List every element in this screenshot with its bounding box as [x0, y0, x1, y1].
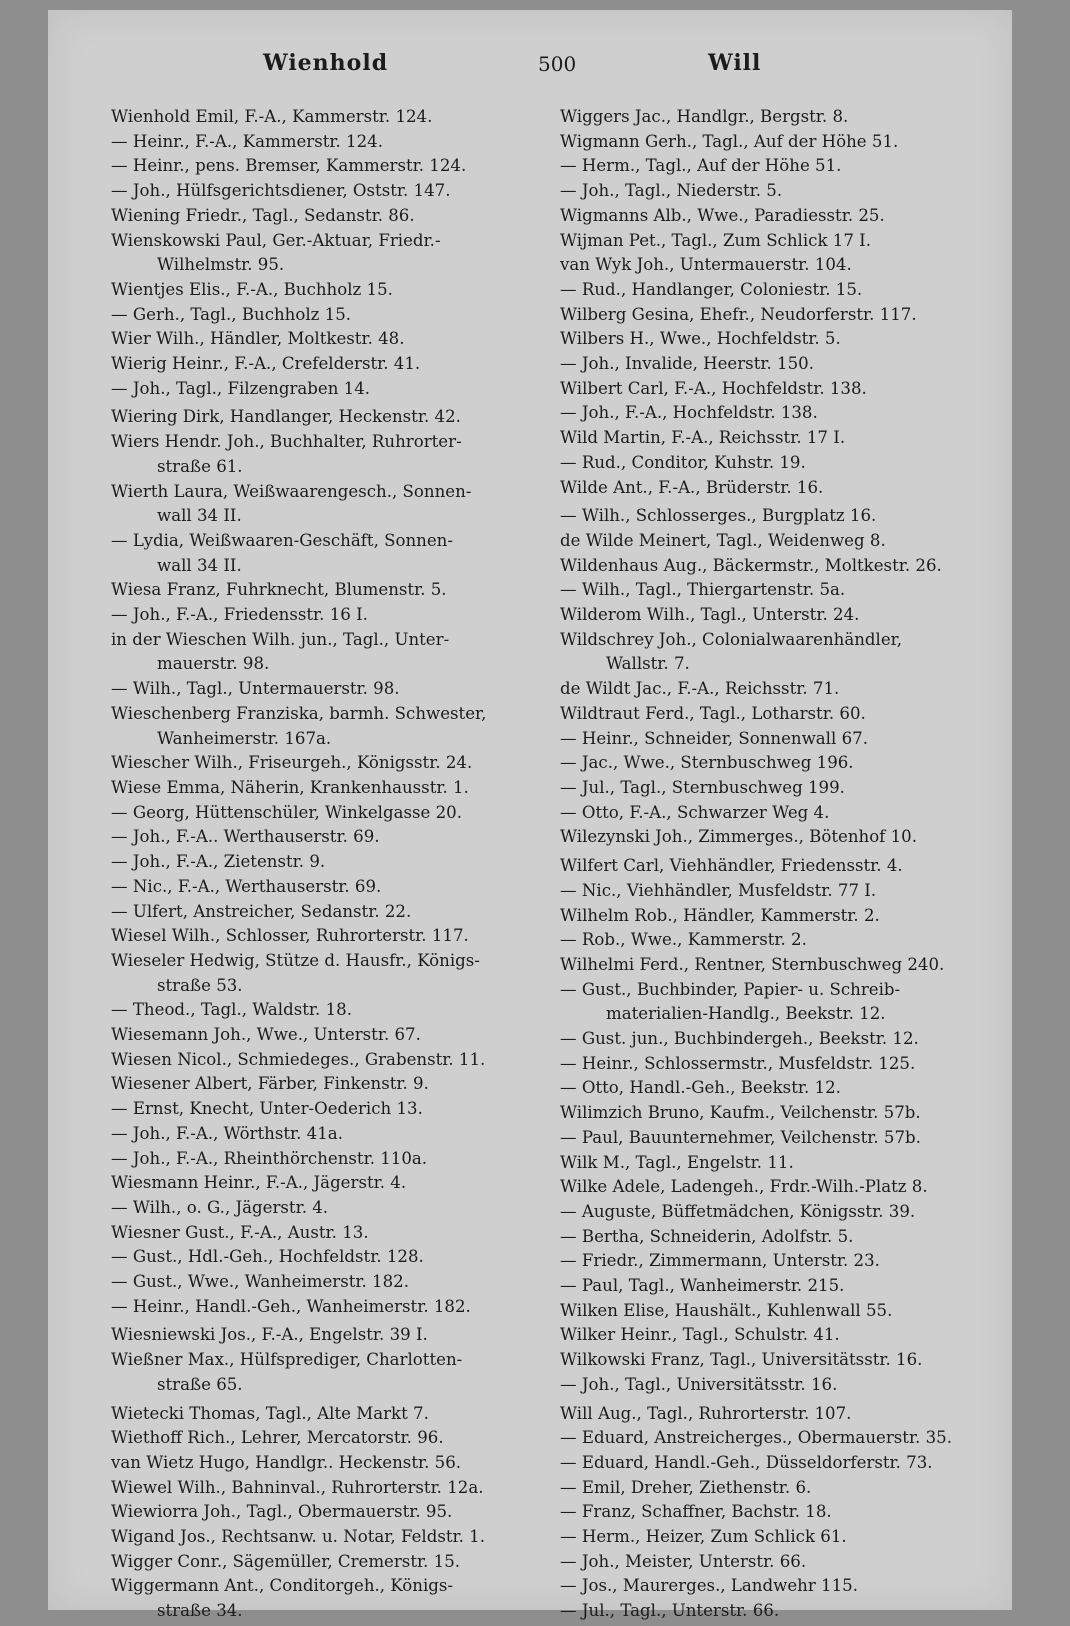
directory-entry: Wießner Max., Hülfsprediger, Charlotten-: [111, 1350, 463, 1370]
directory-entry: — Heinr., F.-A., Kammerstr. 124.: [111, 131, 384, 151]
directory-entry: — Rob., Wwe., Kammerstr. 2.: [560, 930, 807, 950]
directory-entry: Wiese Emma, Näherin, Krankenhausstr. 1.: [111, 777, 469, 797]
directory-entry: — Wilh., Tagl., Untermauerstr. 98.: [111, 679, 400, 699]
directory-entry: — Herm., Heizer, Zum Schlick 61.: [560, 1527, 847, 1547]
left-column: [111, 105, 531, 1624]
directory-entry: — Rud., Conditor, Kuhstr. 19.: [560, 452, 806, 472]
directory-entry: Wiesel Wilh., Schlosser, Ruhrorterstr. 117.: [111, 926, 469, 946]
directory-entry: Wigger Conr., Sägemüller, Cremerstr. 15.: [111, 1551, 461, 1571]
directory-entry: Wilbert Carl, F.-A., Hochfeldstr. 138.: [560, 378, 867, 398]
directory-entry: — Joh., F.-A., Rheinthörchenstr. 110a.: [111, 1148, 428, 1168]
directory-entry: Wilke Adele, Ladengeh., Frdr.-Wilh.-Platz 8.: [560, 1177, 928, 1197]
directory-entry: Wilezynski Joh., Zimmerges., Bötenhof 10.: [560, 827, 917, 847]
directory-entry: de Wildt Jac., F.-A., Reichsstr. 71.: [560, 679, 840, 699]
directory-entry: Wildenhaus Aug., Bäckermstr., Moltkestr. 26.: [560, 555, 942, 575]
directory-entry: — Friedr., Zimmermann, Unterstr. 23.: [560, 1251, 880, 1271]
entry-continuation-line: Wanheimerstr. 167a.: [157, 728, 332, 748]
directory-page: [48, 10, 1012, 1621]
directory-entry: Wilbers H., Wwe., Hochfeldstr. 5.: [560, 329, 841, 349]
directory-entry: — Otto, F.-A., Schwarzer Weg 4.: [560, 802, 830, 822]
directory-entry: Wiesener Albert, Färber, Finkenstr. 9.: [111, 1074, 429, 1094]
directory-entry: Wijman Pet., Tagl., Zum Schlick 17 I.: [560, 230, 871, 250]
directory-entry: — Gust., Buchbinder, Papier- u. Schreib-: [560, 979, 901, 999]
directory-entry: Wildschrey Joh., Colonialwaarenhändler,: [560, 629, 903, 649]
directory-entry: Wilkowski Franz, Tagl., Universitätsstr. 16.: [560, 1350, 923, 1370]
entry-continuation-line: mauerstr. 98.: [157, 654, 270, 674]
directory-entry: Wieseler Hedwig, Stütze d. Hausfr., Königs-: [111, 950, 480, 970]
directory-entry: — Georg, Hüttenschüler, Winkelgasse 20.: [111, 802, 462, 822]
directory-entry: — Joh., Tagl., Niederstr. 5.: [560, 181, 783, 201]
directory-entry: Wierth Laura, Weißwaarengesch., Sonnen-: [111, 481, 472, 501]
entry-continuation-line: straße 65.: [157, 1374, 243, 1394]
directory-entry: Wierig Heinr., F.-A., Crefelderstr. 41.: [111, 354, 421, 374]
directory-entry: — Gust. jun., Buchbindergeh., Beekstr. 12.: [560, 1029, 919, 1049]
directory-entry: Wienskowski Paul, Ger.-Aktuar, Friedr.-: [111, 230, 441, 250]
directory-entry: Wilhelmi Ferd., Rentner, Sternbuschweg 240.: [560, 954, 945, 974]
directory-entry: Wientjes Elis., F.-A., Buchholz 15.: [111, 279, 393, 299]
entry-continuation-line: straße 34.: [157, 1601, 243, 1621]
directory-entry: Wilk M., Tagl., Engelstr. 11.: [560, 1152, 794, 1172]
directory-entry: — Bertha, Schneiderin, Adolfstr. 5.: [560, 1226, 854, 1246]
directory-entry: — Heinr., pens. Bremser, Kammerstr. 124.: [111, 156, 467, 176]
directory-entry: Wilimzich Bruno, Kaufm., Veilchenstr. 57b.: [560, 1103, 921, 1123]
directory-entry: — Heinr., Schlossermstr., Musfeldstr. 125.: [560, 1053, 916, 1073]
directory-entry: Wigand Jos., Rechtsanw. u. Notar, Feldstr. 1.: [111, 1527, 485, 1547]
directory-entry: — Jos., Maurerges., Landwehr 115.: [560, 1576, 858, 1596]
directory-entry: — Joh., F.-A., Zietenstr. 9.: [111, 852, 326, 872]
directory-entry: — Auguste, Büffetmädchen, Königsstr. 39.: [560, 1201, 916, 1221]
directory-entry: — Jac., Wwe., Sternbuschweg 196.: [560, 753, 854, 773]
directory-entry: — Joh., Tagl., Filzengraben 14.: [111, 378, 371, 398]
directory-entry: Wilhelm Rob., Händler, Kammerstr. 2.: [560, 905, 880, 925]
directory-entry: — Joh., F.-A., Hochfeldstr. 138.: [560, 403, 818, 423]
entry-continuation-line: straße 61.: [157, 456, 243, 476]
directory-entry: Wigmann Gerh., Tagl., Auf der Höhe 51.: [560, 131, 899, 151]
directory-entry: Wiethoff Rich., Lehrer, Mercatorstr. 96.: [111, 1428, 444, 1448]
directory-entry: van Wyk Joh., Untermauerstr. 104.: [560, 255, 852, 275]
directory-entry: Wiggermann Ant., Conditorgeh., Königs-: [111, 1576, 454, 1596]
directory-entry: Wiewiorra Joh., Tagl., Obermauerstr. 95.: [111, 1502, 453, 1522]
directory-entry: — Joh., Invalide, Heerstr. 150.: [560, 354, 814, 374]
directory-entry: Wiesmann Heinr., F.-A., Jägerstr. 4.: [111, 1173, 407, 1193]
directory-entry: — Joh., Tagl., Universitätsstr. 16.: [560, 1374, 838, 1394]
header-right-keyword: Will: [708, 50, 762, 76]
directory-entry: Will Aug., Tagl., Ruhrorterstr. 107.: [560, 1403, 852, 1423]
directory-entry: Wienhold Emil, F.-A., Kammerstr. 124.: [111, 107, 433, 126]
directory-entry: Wild Martin, F.-A., Reichsstr. 17 I.: [560, 428, 846, 448]
directory-entry: — Wilh., Schlosserges., Burgplatz 16.: [560, 506, 877, 526]
directory-entry: Wilfert Carl, Viehhändler, Friedensstr. 4.: [560, 856, 903, 876]
directory-entry: — Ernst, Knecht, Unter-Oederich 13.: [111, 1099, 423, 1119]
directory-entry: Wilker Heinr., Tagl., Schulstr. 41.: [560, 1325, 840, 1345]
directory-entry: Wieschenberg Franziska, barmh. Schwester,: [111, 703, 487, 723]
directory-entry: — Gust., Wwe., Wanheimerstr. 182.: [111, 1272, 410, 1292]
directory-entry: Wilberg Gesina, Ehefr., Neudorferstr. 117.: [560, 304, 917, 324]
entry-continuation-line: wall 34 II.: [157, 506, 242, 526]
directory-entry: — Wilh., o. G., Jägerstr. 4.: [111, 1197, 329, 1217]
directory-entry: Wiesen Nicol., Schmiedeges., Grabenstr. 11.: [111, 1049, 486, 1069]
directory-entry: Wier Wilh., Händler, Moltkestr. 48.: [111, 329, 405, 349]
directory-entry: — Paul, Bauunternehmer, Veilchenstr. 57b.: [560, 1127, 921, 1147]
directory-entry: de Wilde Meinert, Tagl., Weidenweg 8.: [560, 530, 886, 550]
directory-entry: — Gust., Hdl.-Geh., Hochfeldstr. 128.: [111, 1247, 424, 1267]
directory-entry: in der Wieschen Wilh. jun., Tagl., Unter-: [111, 629, 450, 649]
directory-entry: — Joh., F.-A., Wörthstr. 41a.: [111, 1123, 343, 1143]
directory-entry: — Lydia, Weißwaaren-Geschäft, Sonnen-: [111, 530, 453, 550]
directory-entry: Wilken Elise, Haushält., Kuhlenwall 55.: [560, 1300, 893, 1320]
directory-entry: Wilderom Wilh., Tagl., Unterstr. 24.: [560, 605, 860, 625]
directory-entry: — Eduard, Anstreicherges., Obermauerstr. 35.: [560, 1428, 952, 1448]
directory-entry: — Wilh., Tagl., Thiergartenstr. 5a.: [560, 580, 846, 600]
directory-entry: Wiers Hendr. Joh., Buchhalter, Ruhrorter-: [111, 432, 462, 452]
directory-entry: Wiesniewski Jos., F.-A., Engelstr. 39 I.: [111, 1325, 428, 1345]
entry-continuation-line: Wilhelmstr. 95.: [157, 255, 285, 275]
directory-entry: Wiesner Gust., F.-A., Austr. 13.: [111, 1222, 369, 1242]
directory-entry: — Heinr., Handl.-Geh., Wanheimerstr. 182.: [111, 1296, 471, 1316]
directory-entry: — Herm., Tagl., Auf der Höhe 51.: [560, 156, 842, 176]
page-number: 500: [538, 52, 577, 76]
entry-continuation-line: Wallstr. 7.: [606, 654, 690, 674]
directory-entry: — Jul., Tagl., Sternbuschweg 199.: [560, 777, 845, 797]
directory-entry: Wiering Dirk, Handlanger, Heckenstr. 42.: [111, 407, 461, 427]
directory-entry: — Theod., Tagl., Waldstr. 18.: [111, 1000, 352, 1020]
page-header: [48, 50, 1012, 90]
directory-entry: — Jul., Tagl., Unterstr. 66.: [560, 1601, 780, 1621]
directory-entry: — Franz, Schaffner, Bachstr. 18.: [560, 1502, 832, 1522]
directory-entry: — Otto, Handl.-Geh., Beekstr. 12.: [560, 1078, 841, 1098]
directory-entry: — Rud., Handlanger, Coloniestr. 15.: [560, 279, 863, 299]
directory-entry: — Nic., Viehhändler, Musfeldstr. 77 I.: [560, 880, 877, 900]
directory-entry: — Joh., Hülfsgerichtsdiener, Oststr. 147.: [111, 181, 451, 201]
directory-entry: Wilde Ant., F.-A., Brüderstr. 16.: [560, 477, 824, 497]
directory-entry: Wiesemann Joh., Wwe., Unterstr. 67.: [111, 1025, 421, 1045]
header-left-keyword: Wienhold: [263, 50, 389, 76]
directory-entry: — Emil, Dreher, Ziethenstr. 6.: [560, 1477, 812, 1497]
right-column: [560, 105, 980, 1624]
directory-entry: Wietecki Thomas, Tagl., Alte Markt 7.: [111, 1403, 429, 1423]
directory-entry: — Joh., F.-A.. Werthauserstr. 69.: [111, 827, 380, 847]
entry-continuation-line: wall 34 II.: [157, 555, 242, 575]
directory-entry: — Heinr., Schneider, Sonnenwall 67.: [560, 728, 868, 748]
directory-entry: Wiening Friedr., Tagl., Sedanstr. 86.: [111, 205, 415, 225]
directory-entry: — Joh., Meister, Unterstr. 66.: [560, 1551, 807, 1571]
directory-entry: Wiggers Jac., Handlgr., Bergstr. 8.: [560, 107, 849, 126]
entry-continuation-line: straße 53.: [157, 975, 243, 995]
directory-entry: — Ulfert, Anstreicher, Sedanstr. 22.: [111, 901, 412, 921]
directory-entry: Wildtraut Ferd., Tagl., Lotharstr. 60.: [560, 703, 866, 723]
directory-entry: — Joh., F.-A., Friedensstr. 16 I.: [111, 605, 368, 625]
directory-entry: Wigmanns Alb., Wwe., Paradiesstr. 25.: [560, 205, 885, 225]
entry-continuation-line: materialien-Handlg., Beekstr. 12.: [606, 1004, 886, 1024]
directory-entry: van Wietz Hugo, Handlgr.. Heckenstr. 56.: [111, 1452, 462, 1472]
directory-entry: — Eduard, Handl.-Geh., Düsseldorferstr. 73.: [560, 1452, 933, 1472]
directory-entry: — Paul, Tagl., Wanheimerstr. 215.: [560, 1276, 845, 1296]
directory-entry: — Gerh., Tagl., Buchholz 15.: [111, 304, 352, 324]
directory-entry: — Nic., F.-A., Werthauserstr. 69.: [111, 876, 382, 896]
directory-entry: Wiewel Wilh., Bahninval., Ruhrorterstr. 12a.: [111, 1477, 484, 1497]
directory-entry: Wiesa Franz, Fuhrknecht, Blumenstr. 5.: [111, 580, 447, 600]
directory-entry: Wiescher Wilh., Friseurgeh., Königsstr. 24.: [111, 753, 473, 773]
